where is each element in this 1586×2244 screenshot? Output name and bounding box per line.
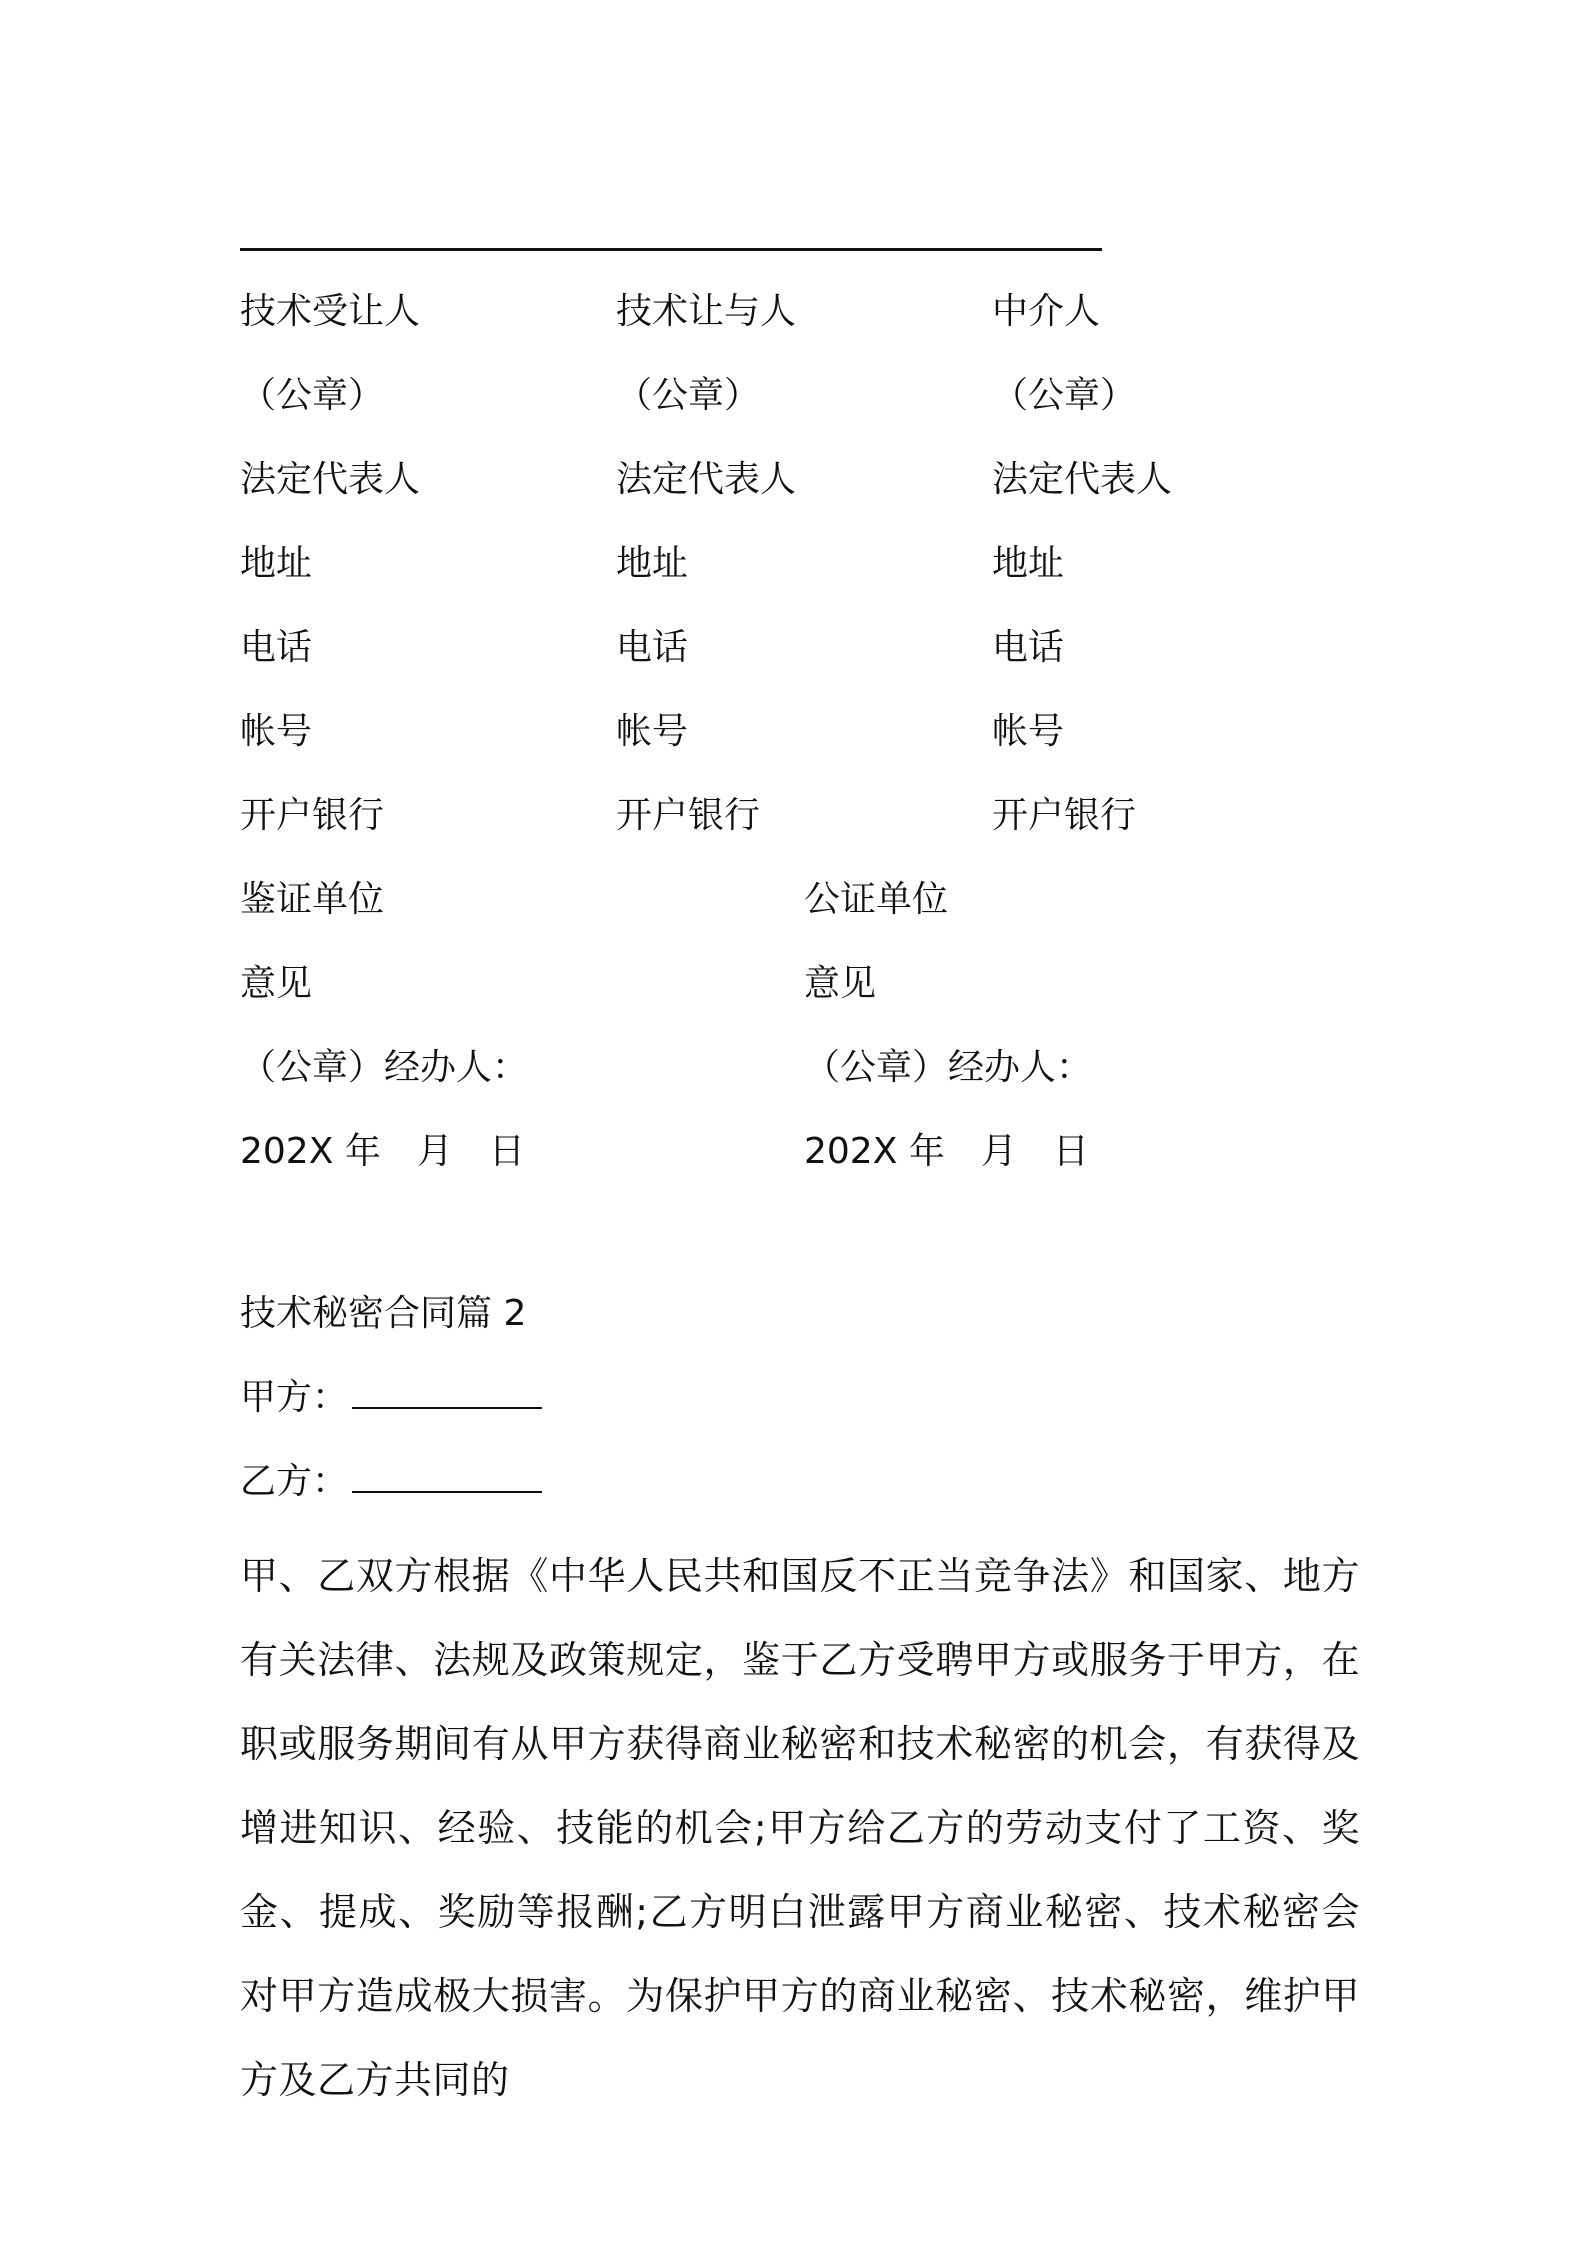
top-rule-line: [240, 248, 1102, 251]
party-a-blank: [352, 1377, 542, 1409]
transferor-seal: （公章）: [616, 375, 761, 416]
intermediary-seal: （公章）: [992, 375, 1137, 416]
intermediary-bank: 开户银行: [992, 795, 1137, 836]
party-b-line: [240, 1460, 542, 1504]
transferee-label: 技术受让人: [240, 291, 421, 332]
section-title: 技术秘密合同篇 2: [240, 1293, 527, 1334]
transferor-address: 地址: [616, 543, 689, 584]
transferee-account: 帐号: [240, 711, 313, 752]
transferor-bank: 开户银行: [616, 795, 761, 836]
party-b-blank: [352, 1461, 542, 1493]
party-a-line: [240, 1376, 542, 1420]
intermediary-phone: 电话: [992, 627, 1065, 668]
notary-unit: 公证单位: [804, 879, 949, 920]
transferor-rep: 法定代表人: [616, 459, 797, 500]
transferee-address: 地址: [240, 543, 313, 584]
transferor-account: 帐号: [616, 711, 689, 752]
transferor-phone: 电话: [616, 627, 689, 668]
verification-unit: 鉴证单位: [240, 879, 385, 920]
intermediary-rep: 法定代表人: [992, 459, 1173, 500]
transferor-label: 技术让与人: [616, 291, 797, 332]
notary-opinion: 意见: [804, 963, 877, 1004]
intermediary-address: 地址: [992, 543, 1065, 584]
notary-date: 202X 年 月 日: [804, 1131, 1089, 1172]
transferee-phone: 电话: [240, 627, 313, 668]
party-b-label: 乙方：: [240, 1461, 349, 1502]
transferee-rep: 法定代表人: [240, 459, 421, 500]
intermediary-account: 帐号: [992, 711, 1065, 752]
verification-opinion: 意见: [240, 963, 313, 1004]
verification-handler: （公章）经办人：: [240, 1047, 529, 1088]
verification-date: 202X 年 月 日: [240, 1131, 525, 1172]
notary-handler: （公章）经办人：: [804, 1047, 1093, 1088]
contract-paragraph: 甲、乙双方根据《中华人民共和国反不正当竞争法》和国家、地方有关法律、法规及政策规定，鉴于乙方受聘甲方或服务于甲方，在职或服务期间有从甲方获得商业秘密和技术秘密的机会，有获得及增进知识、经验、技能的机会;甲方给乙方的劳动支付了工资、奖金、提成、奖励等报酬;乙方明白泄露甲方商业秘密、技术秘密会对甲方造成极大损害。为保护甲方的商业秘密、技术秘密，维护甲方及乙方共同的: [240, 1554, 1360, 2102]
transferee-seal: （公章）: [240, 375, 385, 416]
intermediary-label: 中介人: [992, 291, 1101, 332]
party-a-label: 甲方：: [240, 1377, 349, 1418]
transferee-bank: 开户银行: [240, 795, 385, 836]
